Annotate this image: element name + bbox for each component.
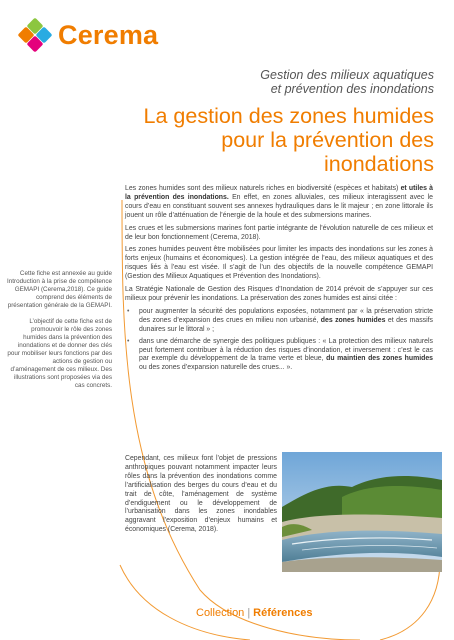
bullet-1-bold: des zones humides xyxy=(320,316,386,324)
bullet-1-text: pour augmenter la sécurité des populations exposées, notamment par « la préservation stricte des zones d’expansion des crues en milieu non urbanisé, xyxy=(139,307,433,324)
body-paragraph-2: Les crues et les submersions marines font partie intégrante de l’évolution naturelle de ces milieux et de leur bon fonctionnement (Cerema, 2018). xyxy=(125,224,433,241)
title-line-2: pour la prévention des inondations xyxy=(221,128,434,176)
note-paragraph-1: Cette fiche est annexée au guide Introduction à la prise de compétence GEMAPI (Cerema,2018). Ce guide comprend des éléments de présentation générale de la GEMAPI. xyxy=(6,270,112,309)
cerema-logo xyxy=(18,18,158,52)
list-item xyxy=(125,308,433,335)
bullet-list xyxy=(125,308,433,373)
series-heading xyxy=(134,68,434,96)
note-paragraph-2: L’objectif de cette fiche est de promouvoir le rôle des zones humides dans la prévention des inondations et de donner des clés pour mobiliser leurs fonctions par des actions de gestion ou d’aménagement de ces milieux. Des illustrations sont proposées via des cas concrets. xyxy=(7,318,112,389)
collection-label: Collection xyxy=(196,607,245,619)
body-paragraph-4: La Stratégie Nationale de Gestion des Risques d’Inondation de 2014 prévoit de s’appuyer sur ces milieux pour prévenir les inondations. La préservation des zones humides est ainsi citée : xyxy=(125,286,433,302)
body-text xyxy=(125,185,433,377)
list-item xyxy=(125,338,433,374)
river-photo-illustration xyxy=(282,452,442,572)
sidebar-note xyxy=(6,270,112,398)
series-line-1: Gestion des milieux aquatiques xyxy=(260,68,434,82)
p1-text: Les zones humides sont des milieux naturels riches en biodiversité (espèces et habitats) xyxy=(125,185,401,192)
cerema-emblem-icon xyxy=(18,18,52,52)
references-label: Références xyxy=(253,607,313,619)
p1-text-end: En effet, en zones alluviales, ces milieux interagissent avec le cours d’eau en constituant souvent ses annexes hydrauliques dans le lit majeur ; en zone littorale ils jouent un rôle d’atténuation de l’énergie de la houle et des submersions marines. xyxy=(125,193,433,219)
bullet-2-text: dans une démarche de synergie des politiques publiques : « La protection des milieux naturels peut fortement contribuer à la réduction des risques d’inondation, et inversement : c’est le cas par exemple du développement de la trame verte et bleue, xyxy=(139,337,433,363)
body-paragraph-5: Cependant, ces milieux font l’objet de pressions anthropiques pouvant notamment impacter leurs rôles dans la prévention des inondations comme l’artificialisation des berges du cours d’eau et du trait de côte, l’aménagement de système d’endiguement ou le développement de l’urbanisation dans les zones inondables aggravant l’exposition d’enjeux humains et économiques (Cerema, 2018). xyxy=(125,455,277,534)
brand-name: Cerema xyxy=(58,19,159,50)
bullet-2-text-end: ou des zones d’expansion naturelle des crues... ». xyxy=(139,364,293,372)
p1-bold: et utiles à la prévention des inondations. xyxy=(125,185,433,201)
body-paragraph-3: Les zones humides peuvent être mobilisées pour limiter les impacts des inondations sur les zones à forts enjeux (humains et économiques). La gestion intégrée de l’eau, des milieux aquatiques et des risques liés à l’eau est visée. Il s’agit de l’un des objectifs de la nouvelle compétence GEMAPI (Gestion des Milieux Aquatiques et Prévention des Inondations). xyxy=(125,246,433,281)
title-line-1: La gestion des zones humides xyxy=(143,104,434,128)
page-title xyxy=(114,104,434,176)
bullet-1-text-end: et des massifs dunaires sur le littoral » ; xyxy=(139,316,433,333)
body-paragraph-1 xyxy=(125,185,433,221)
river-wetland-photo xyxy=(282,452,442,572)
bullet-2-bold: du maintien des zones humides xyxy=(326,355,433,363)
series-line-2: et prévention des inondations xyxy=(270,82,434,96)
footer-collection xyxy=(196,607,313,619)
footer-separator: | xyxy=(247,607,251,619)
